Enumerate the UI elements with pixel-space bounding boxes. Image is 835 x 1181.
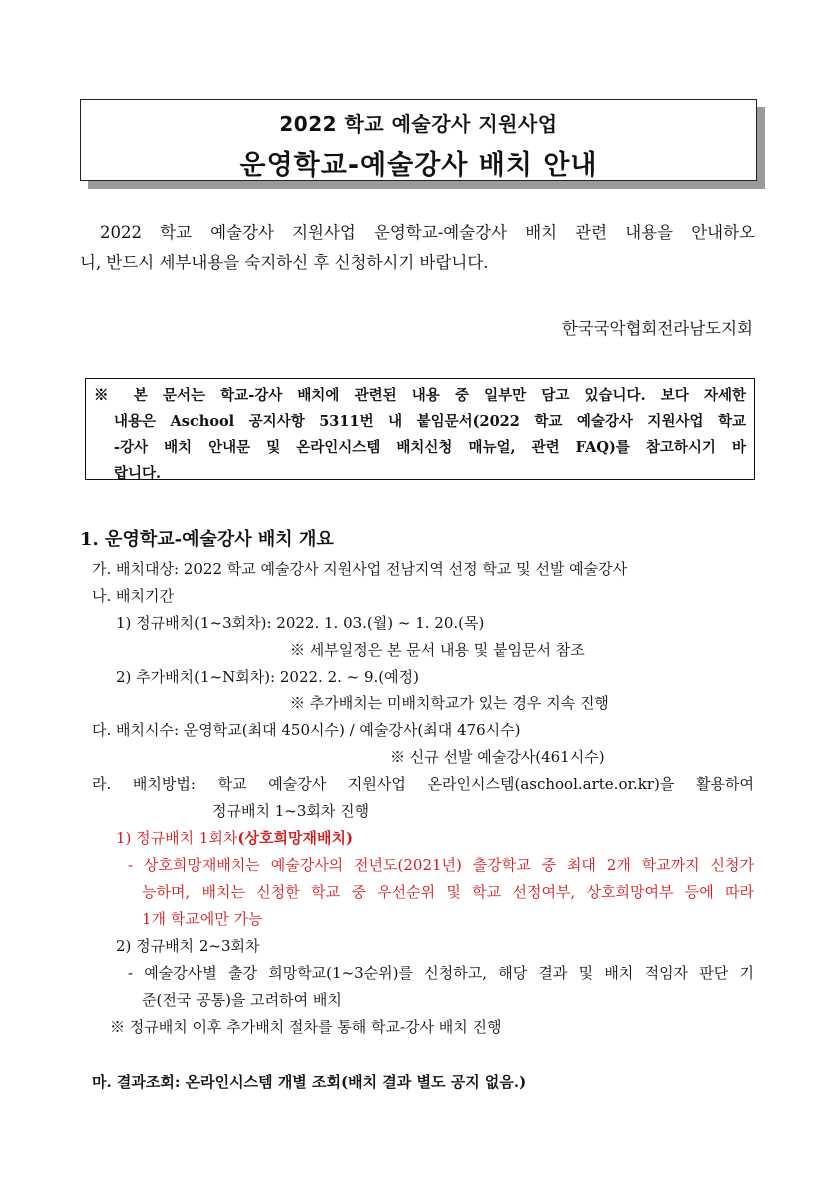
- item-na-1-note: ※ 세부일정은 본 문서 내용 및 붙임문서 참조: [290, 641, 585, 659]
- item-na-1: 1) 정규배치(1~3회차): 2022. 1. 03.(월) ~ 1. 20.(목): [116, 614, 485, 632]
- item-ra-1-prefix: 1) 정규배치 1회차: [116, 829, 238, 847]
- notice-line-3: -강사 배치 안내문 및 온라인시스템 배치신청 매뉴얼, 관련 FAQ)를 참고하시기 바: [114, 439, 746, 456]
- intro-line-2: 니, 반드시 세부내용을 숙지하신 후 신청하시기 바랍니다.: [80, 253, 489, 272]
- item-ra-1: [116, 827, 353, 848]
- item-ra-1-detail-1: - 상호희망재배치는 예술강사의 전년도(2021년) 출강학교 중 최대 2개 학교까지 신청가: [128, 856, 754, 874]
- organization-name: 한국국악협회전라남도지회: [561, 319, 753, 338]
- item-ra-2-detail-2: 준(전국 공통)을 고려하여 배치: [142, 991, 342, 1009]
- title-line-1: 2022 학교 예술강사 지원사업: [279, 112, 558, 136]
- item-ra-2-detail-1: - 예술강사별 출강 희망학교(1~3순위)를 신청하고, 해당 결과 및 배치 적임자 판단 기: [128, 964, 754, 982]
- item-da: 다. 배치시수: 운영학교(최대 450시수) / 예술강사(최대 476시수): [92, 721, 521, 739]
- item-ra-1-bold: (상호희망재배치): [237, 829, 354, 847]
- title-box: [80, 99, 757, 181]
- item-ra-note: ※ 정규배치 이후 추가배치 절차를 통해 학교-강사 배치 진행: [110, 1018, 502, 1036]
- item-da-note: ※ 신규 선발 예술강사(461시수): [390, 748, 605, 766]
- item-ra-line-1: 라. 배치방법: 학교 예술강사 지원사업 온라인시스템(aschool.arte.or.kr)을 활용하여: [92, 775, 754, 793]
- title-line-2: 운영학교-예술강사 배치 안내: [239, 150, 598, 181]
- item-na: 나. 배치기간: [92, 587, 174, 605]
- item-ra-1-detail-2: 능하며, 배치는 신청한 학교 중 우선순위 및 학교 선정여부, 상호희망여부 등에 따라: [142, 883, 754, 901]
- item-ra-1-detail-3: 1개 학교에만 가능: [142, 910, 263, 928]
- notice-line-4: 랍니다.: [114, 465, 162, 482]
- intro-paragraph: [80, 218, 755, 278]
- notice-line-1: ※ 본 문서는 학교-강사 배치에 관련된 내용 중 일부만 담고 있습니다. 보다 자세한: [94, 387, 746, 404]
- intro-line-1: 2022 학교 예술강사 지원사업 운영학교-예술강사 배치 관련 내용을 안내하오: [100, 223, 755, 242]
- notice-box: [85, 378, 755, 480]
- item-na-2-note: ※ 추가배치는 미배치학교가 있는 경우 지속 진행: [290, 694, 609, 712]
- item-ra-2: 2) 정규배치 2~3회차: [116, 937, 260, 955]
- item-ra-line-2: 정규배치 1~3회차 진행: [212, 802, 370, 820]
- section-heading: 1. 운영학교-예술강사 배치 개요: [80, 529, 334, 550]
- notice-line-2: 내용은 Aschool 공지사항 5311번 내 붙임문서(2022 학교 예술강사 지원사업 학교: [114, 413, 746, 430]
- item-na-2: 2) 추가배치(1~N회차): 2022. 2. ~ 9.(예정): [116, 668, 419, 686]
- item-ga: 가. 배치대상: 2022 학교 예술강사 지원사업 전남지역 선정 학교 및 선발 예술강사: [92, 560, 628, 578]
- item-ma: 마. 결과조회: 온라인시스템 개별 조회(배치 결과 별도 공지 없음.): [92, 1073, 527, 1091]
